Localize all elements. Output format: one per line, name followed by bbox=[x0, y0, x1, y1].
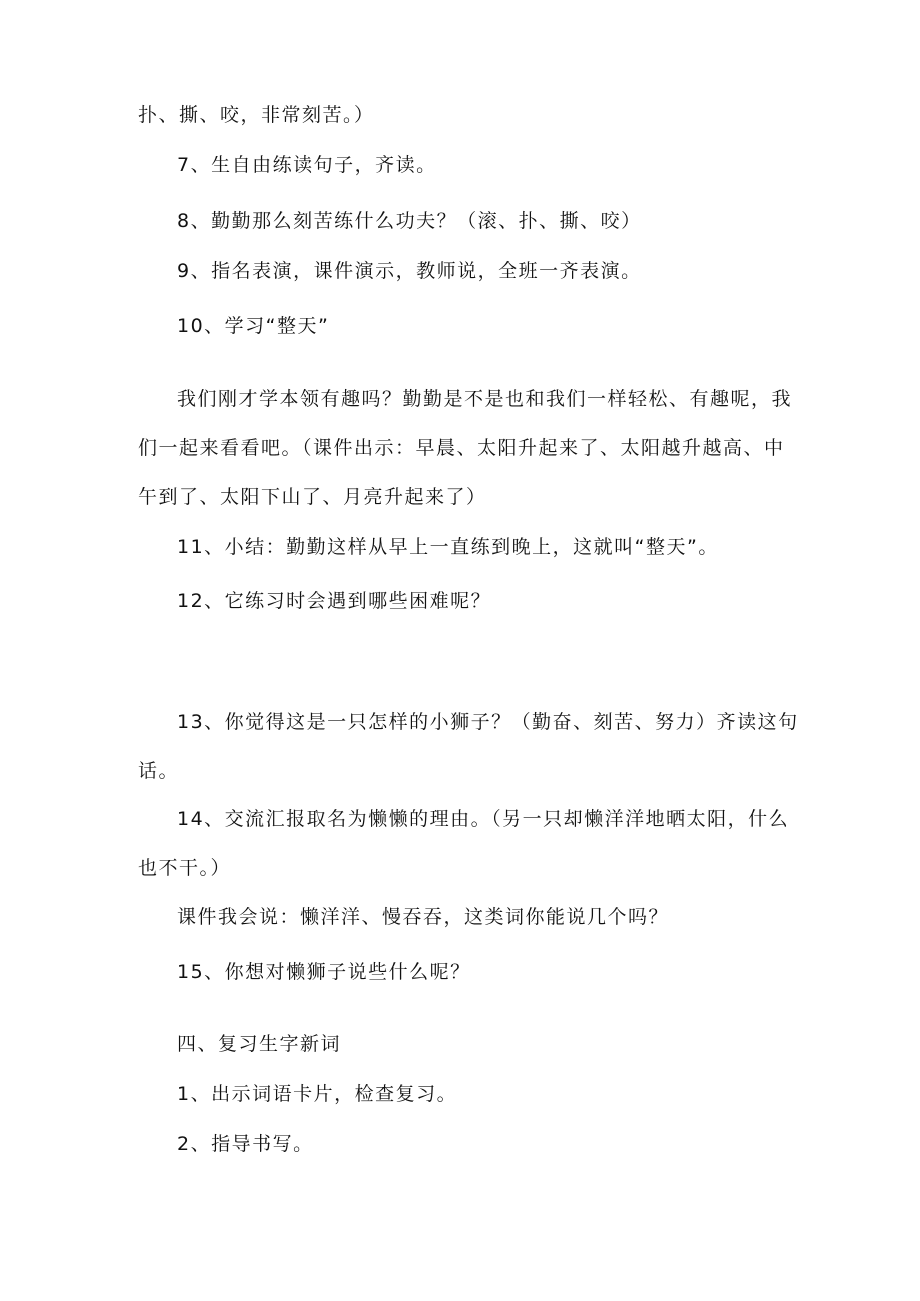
text-line-item-9: 9、指名表演，课件演示，教师说，全班一齐表演。 bbox=[177, 260, 642, 282]
section-heading-4: 四、复习生字新词 bbox=[177, 1033, 342, 1055]
text-line-item-13b: 话。 bbox=[138, 760, 180, 782]
text-line-item-13a: 13、你觉得这是一只怎样的小狮子？（勤奋、刻苦、努力）齐读这句 bbox=[177, 711, 799, 733]
text-line-paragraph-1c: 午到了、太阳下山了、月亮升起来了） bbox=[138, 486, 487, 508]
text-line-review-2: 2、指导书写。 bbox=[177, 1133, 314, 1155]
text-line-item-11: 11、小结：勤勤这样从早上一直练到晚上，这就叫“整天”。 bbox=[177, 536, 719, 558]
text-line-review-1: 1、出示词语卡片，检查复习。 bbox=[177, 1083, 458, 1105]
text-line-continuation-1: 扑、撕、咬，非常刻苦。） bbox=[138, 104, 375, 126]
text-line-courseware: 课件我会说：懒洋洋、慢吞吞，这类词你能说几个吗？ bbox=[177, 906, 670, 928]
text-line-item-7: 7、生自由练读句子，齐读。 bbox=[177, 154, 437, 176]
text-line-item-14b: 也不干。） bbox=[138, 857, 232, 879]
text-line-item-10: 10、学习“整天” bbox=[177, 315, 330, 337]
text-line-paragraph-1a: 我们刚才学本领有趣吗？勤勤是不是也和我们一样轻松、有趣呢，我 bbox=[177, 388, 793, 410]
text-line-item-15: 15、你想对懒狮子说些什么呢？ bbox=[177, 961, 471, 983]
text-line-paragraph-1b: 们一起来看看吧。（课件出示：早晨、太阳升起来了、太阳越升越高、中 bbox=[138, 437, 785, 459]
text-line-item-8: 8、勤勤那么刻苦练什么功夫？（滚、扑、撕、咬） bbox=[177, 210, 642, 232]
text-line-item-12: 12、它练习时会遇到哪些困难呢？ bbox=[177, 590, 492, 612]
text-line-item-14a: 14、交流汇报取名为懒懒的理由。（另一只却懒洋洋地晒太阳，什么 bbox=[177, 808, 790, 830]
